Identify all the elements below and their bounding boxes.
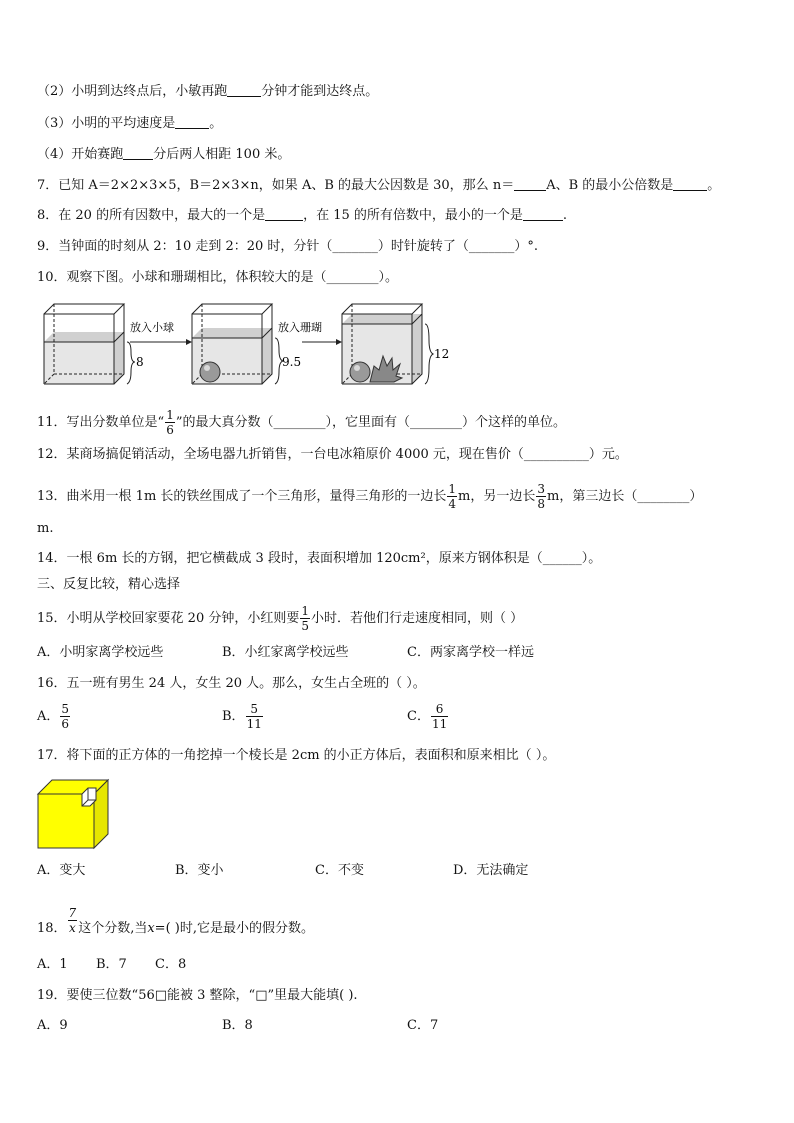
q16-option-b[interactable]: [222, 702, 264, 731]
numerator: 5: [61, 702, 70, 716]
variable-x: x: [147, 921, 155, 936]
denominator: 5: [301, 619, 309, 633]
q14-text: 14．一根 6m 长的方钢，把它横截成 3 段时，表面积增加 120cm²，原来方钢体积是（______）。: [37, 551, 602, 566]
q11-text-end: ”的最大真分数（________），它里面有（________）个这样的单位。: [175, 415, 566, 430]
fraction-6-11: [431, 702, 448, 731]
q8-text-mid: ，在 15 的所有倍数中，最小的一个是: [303, 208, 523, 223]
question-16: [37, 674, 426, 694]
denominator: 11: [431, 717, 448, 731]
q17-text: 17．将下面的正方体的一角挖掉一个棱长是 2cm 的小正方体后，表面积和原来相比（ ）。: [37, 748, 556, 763]
q17-option-a[interactable]: A．变大: [37, 863, 86, 878]
denominator: 6: [61, 717, 70, 731]
numerator: 1: [166, 408, 174, 422]
denominator: x: [68, 921, 76, 935]
question-11: [37, 408, 566, 437]
q6-4-text-end: 分后两人相距 100 米。: [153, 147, 291, 162]
q10-text: 10．观察下图。小球和珊瑚相比，体积较大的是（________）。: [37, 270, 399, 285]
q15-text: 15．小明从学校回家要花 20 分钟，小红则要: [37, 611, 300, 626]
answer-blank[interactable]: [227, 82, 261, 97]
question-19: [37, 986, 358, 1006]
q11-text: 11．写出分数单位是“: [37, 415, 165, 430]
q18-number: 18．: [37, 921, 67, 936]
answer-blank[interactable]: [123, 145, 153, 160]
question-7: [37, 176, 720, 196]
question-12: [37, 445, 628, 465]
cube-figure: [36, 778, 112, 850]
section-title: [37, 575, 180, 595]
answer-blank[interactable]: [673, 176, 707, 191]
q6-3-text-end: 。: [209, 116, 223, 131]
arrow-put-coral: [278, 320, 342, 345]
q6-4: [37, 145, 290, 165]
question-18: [37, 906, 314, 938]
q18-option-c[interactable]: C．8: [155, 957, 187, 972]
q16-option-a[interactable]: [37, 702, 71, 731]
q15-option-c[interactable]: C．两家离学校一样远: [407, 645, 534, 660]
q15-option-a[interactable]: A．小明家离学校远些: [37, 645, 164, 660]
q15-option-b[interactable]: B．小红家离学校远些: [222, 645, 349, 660]
fraction-5-11: [246, 702, 263, 731]
q19-option-b[interactable]: B．8: [222, 1018, 253, 1033]
numerator: 1: [448, 482, 457, 496]
tank-empty: [44, 304, 144, 384]
section-3-heading: 三、反复比较，精心选择: [37, 577, 181, 592]
label-put-ball: 放入小球: [130, 321, 174, 334]
question-10: [37, 268, 398, 288]
q17-option-c[interactable]: C．不变: [315, 863, 364, 878]
q17-option-d[interactable]: D．无法确定: [453, 863, 529, 878]
numerator: 6: [431, 702, 448, 717]
q7-text-end: 。: [707, 178, 721, 193]
numerator: 3: [537, 482, 546, 496]
option-label: A．: [37, 709, 60, 724]
tank-with-ball: [192, 304, 301, 384]
denominator: 11: [246, 717, 262, 731]
q13-unit: m.: [37, 521, 54, 536]
q19-option-a[interactable]: A．9: [37, 1018, 68, 1033]
q7-text-mid: A、B 的最小公倍数是: [546, 178, 674, 193]
ball-icon: [350, 362, 370, 382]
option-label: C．: [407, 709, 430, 724]
q16-option-c[interactable]: [407, 702, 449, 731]
question-13-cont: [37, 519, 53, 539]
numerator: 7: [68, 906, 77, 920]
q6-2-text-end: 分钟才能到达终点。: [261, 84, 379, 99]
arrow-put-ball: [130, 320, 192, 345]
q6-2: [37, 82, 378, 102]
q6-2-text: （2）小明到达终点后，小敏再跑: [37, 84, 228, 99]
fraction-3-8: [536, 482, 546, 511]
q18-option-b[interactable]: B．7: [96, 957, 127, 972]
question-13: [37, 482, 702, 511]
q18-text-end: =( )时,它是最小的假分数。: [154, 921, 314, 936]
level-label-1: 8: [136, 355, 144, 369]
fraction-1-5: [300, 604, 310, 633]
tank-with-ball-and-coral: [342, 304, 449, 384]
level-label-2: 9.5: [282, 355, 302, 369]
q12-text: 12．某商场搞促销活动，全场电器九折销售，一台电冰箱原价 4000 元，现在售价（__________）元。: [37, 447, 628, 462]
fraction-7-x: [68, 906, 78, 935]
q6-3: [37, 114, 222, 134]
q6-4-text: （4）开始赛跑: [37, 147, 124, 162]
q19-option-c[interactable]: C．7: [407, 1018, 439, 1033]
numerator: 1: [301, 604, 309, 618]
tank-figure: [38, 300, 458, 396]
denominator: 6: [166, 423, 174, 437]
q19-text: 19．要使三位数“56□能被 3 整除，“□”里最大能填( ).: [37, 988, 358, 1003]
fraction-1-4: [447, 482, 457, 511]
q15-text-end: 小时．若他们行走速度相同，则（ ）: [311, 611, 524, 626]
ball-icon: [200, 362, 220, 382]
q17-option-b[interactable]: B．变小: [175, 863, 224, 878]
q18-option-a[interactable]: A．1: [37, 957, 68, 972]
q16-text: 16．五一班有男生 24 人，女生 20 人。那么，女生占全班的（ ）。: [37, 676, 426, 691]
question-9: [37, 237, 538, 257]
fraction-5-6: [60, 702, 70, 731]
label-put-coral: 放入珊瑚: [278, 321, 322, 334]
q6-3-text: （3）小明的平均速度是: [37, 116, 176, 131]
q8-text: 8．在 20 的所有因数中，最大的一个是: [37, 208, 266, 223]
q13-text: 13．曲米用一根 1m 长的铁丝围成了一个三角形，量得三角形的一边长: [37, 489, 447, 504]
q8-text-end: .: [562, 208, 568, 223]
denominator: 4: [448, 497, 457, 511]
question-8: [37, 206, 567, 226]
q13-text-end: m，第三边长（________）: [547, 489, 703, 504]
answer-blank[interactable]: [175, 114, 209, 129]
question-15: [37, 604, 523, 633]
answer-blank[interactable]: [514, 176, 546, 191]
level-label-3: 12: [434, 347, 450, 361]
answer-blank[interactable]: [265, 206, 303, 221]
denominator: 8: [537, 497, 546, 511]
q18-text: 这个分数,当: [78, 921, 148, 936]
q9-text: 9．当钟面的时刻从 2：10 走到 2：20 时，分针（_______）时针旋转了（_______）°.: [37, 239, 539, 254]
q13-text-mid: m，另一边长: [458, 489, 536, 504]
fraction-1-6: [165, 408, 175, 437]
option-label: B．: [222, 709, 245, 724]
question-17: [37, 746, 555, 766]
numerator: 5: [246, 702, 263, 717]
question-14: [37, 549, 601, 569]
answer-blank[interactable]: [523, 206, 563, 221]
q7-text: 7．已知 A＝2×2×3×5，B＝2×3×n，如果 A、B 的最大公因数是 30，那么 n＝: [37, 178, 515, 193]
